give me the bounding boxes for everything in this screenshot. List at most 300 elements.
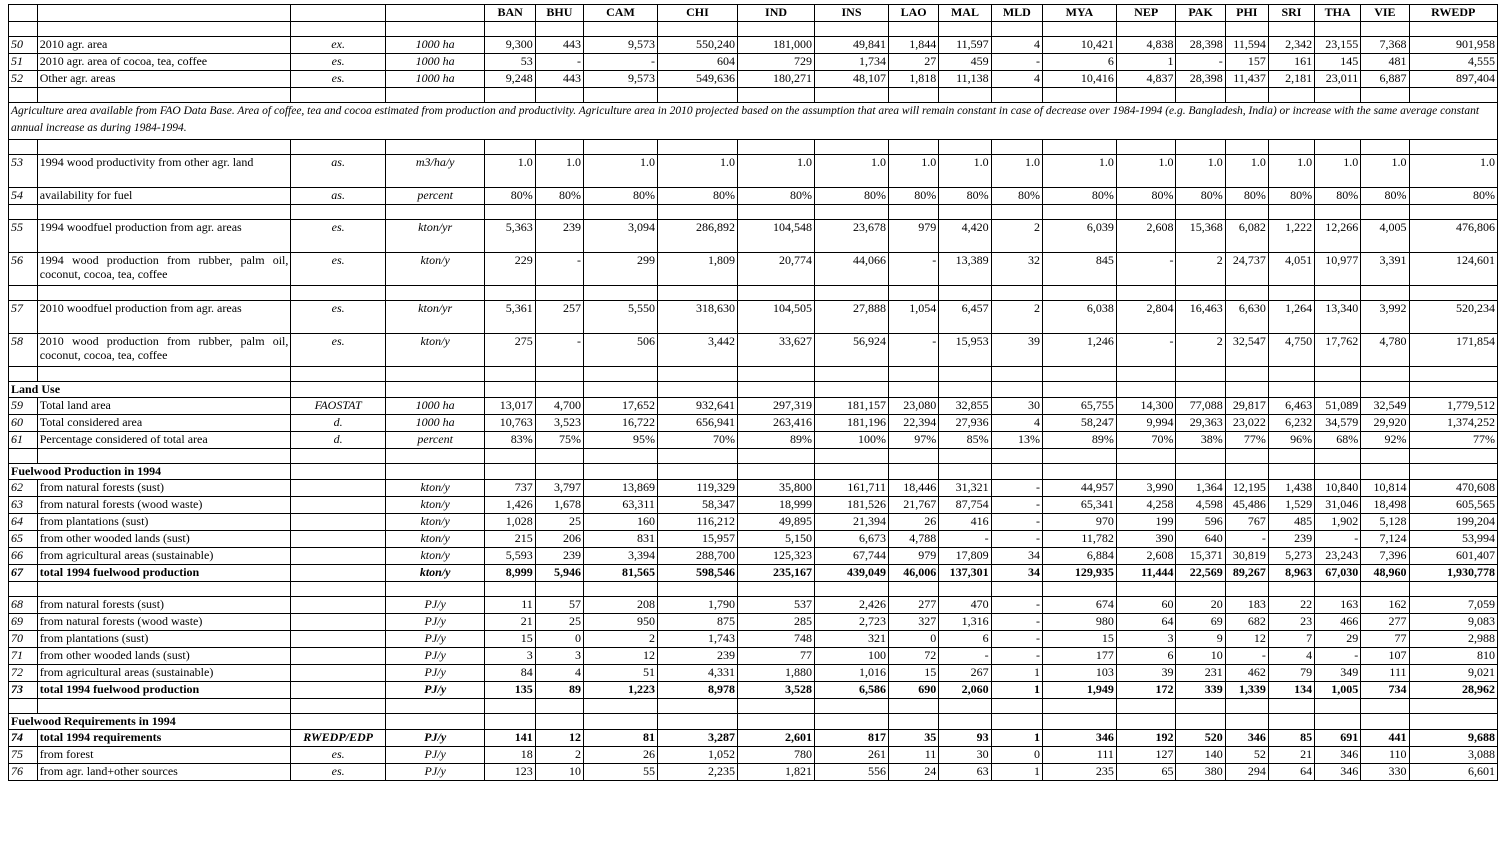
blank-row: [9, 286, 1498, 301]
value-cell: 18,999: [738, 497, 815, 514]
row-unit: PJ/y: [385, 764, 485, 781]
empty-cell: [1176, 714, 1225, 730]
value-cell: 4,555: [1409, 54, 1497, 71]
empty-cell: [1361, 88, 1409, 103]
value-cell: 34: [991, 565, 1042, 582]
empty-cell: [1268, 286, 1314, 301]
row-unit: 1000 ha: [385, 37, 485, 54]
value-cell: 172: [1116, 682, 1176, 699]
empty-cell: [385, 88, 485, 103]
empty-cell: [1042, 140, 1116, 155]
empty-cell: [485, 464, 535, 480]
value-cell: 1.0: [535, 155, 583, 188]
value-cell: 5,273: [1268, 548, 1314, 565]
header-empty-cell: [9, 5, 38, 22]
value-cell: -: [991, 514, 1042, 531]
value-cell: 140: [1176, 747, 1225, 764]
empty-cell: [815, 699, 889, 714]
column-header: CHI: [657, 5, 737, 22]
row-unit: PJ/y: [385, 648, 485, 665]
value-cell: 9,573: [584, 71, 658, 88]
value-cell: 239: [1268, 531, 1314, 548]
row-unit: 1000 ha: [385, 398, 485, 415]
row-label: from agricultural areas (sustainable): [37, 548, 291, 565]
value-cell: 75%: [535, 432, 583, 449]
value-cell: 116,212: [657, 514, 737, 531]
empty-cell: [1409, 382, 1497, 398]
empty-cell: [1315, 449, 1361, 464]
row-number: 60: [9, 415, 38, 432]
empty-cell: [939, 205, 991, 220]
value-cell: 12: [1225, 631, 1268, 648]
empty-cell: [1361, 22, 1409, 37]
value-cell: 32: [991, 253, 1042, 286]
value-cell: 49,895: [738, 514, 815, 531]
value-cell: 9,300: [485, 37, 535, 54]
value-cell: 4,838: [1116, 37, 1176, 54]
empty-cell: [815, 286, 889, 301]
empty-cell: [485, 367, 535, 382]
value-cell: 845: [1042, 253, 1116, 286]
value-cell: 28,398: [1176, 37, 1225, 54]
column-header: MAL: [939, 5, 991, 22]
row-unit: PJ/y: [385, 747, 485, 764]
value-cell: 9: [1176, 631, 1225, 648]
value-cell: 3,442: [657, 334, 737, 367]
value-cell: 34,579: [1315, 415, 1361, 432]
table-row: [9, 253, 1498, 286]
empty-cell: [1409, 714, 1497, 730]
empty-cell: [1116, 88, 1176, 103]
value-cell: 11,444: [1116, 565, 1176, 582]
empty-cell: [535, 205, 583, 220]
value-cell: 12: [584, 648, 658, 665]
value-cell: 550,240: [657, 37, 737, 54]
empty-cell: [738, 367, 815, 382]
empty-cell: [1176, 140, 1225, 155]
empty-cell: [991, 382, 1042, 398]
value-cell: 23,243: [1315, 548, 1361, 565]
empty-cell: [1409, 88, 1497, 103]
empty-cell: [1116, 699, 1176, 714]
table-row: [9, 682, 1498, 699]
row-source: [291, 531, 385, 548]
value-cell: 17,762: [1315, 334, 1361, 367]
row-number: 68: [9, 597, 38, 614]
value-cell: 2,804: [1116, 301, 1176, 334]
empty-cell: [1225, 205, 1268, 220]
blank-row: [9, 449, 1498, 464]
empty-cell: [738, 88, 815, 103]
value-cell: 1,821: [738, 764, 815, 781]
empty-cell: [1409, 367, 1497, 382]
value-cell: 80%: [1042, 188, 1116, 205]
value-cell: 80%: [1268, 188, 1314, 205]
table-row: [9, 648, 1498, 665]
value-cell: 748: [738, 631, 815, 648]
value-cell: 199: [1116, 514, 1176, 531]
value-cell: 6,038: [1042, 301, 1116, 334]
row-label: from natural forests (sust): [37, 597, 291, 614]
empty-cell: [485, 286, 535, 301]
value-cell: 1.0: [738, 155, 815, 188]
table-row: [9, 188, 1498, 205]
value-cell: 39: [1116, 665, 1176, 682]
value-cell: 598,546: [657, 565, 737, 582]
row-unit: kton/yr: [385, 301, 485, 334]
value-cell: 13,017: [485, 398, 535, 415]
value-cell: 690: [888, 682, 938, 699]
value-cell: 11: [485, 597, 535, 614]
value-cell: 81: [584, 730, 658, 747]
value-cell: 23,678: [815, 220, 889, 253]
empty-cell: [485, 88, 535, 103]
empty-cell: [738, 382, 815, 398]
value-cell: 64: [1268, 764, 1314, 781]
empty-cell: [1409, 464, 1497, 480]
empty-cell: [485, 714, 535, 730]
value-cell: 23: [1268, 614, 1314, 631]
empty-cell: [1176, 464, 1225, 480]
table-row: [9, 548, 1498, 565]
value-cell: 4,700: [535, 398, 583, 415]
row-source: d.: [291, 432, 385, 449]
value-cell: 215: [485, 531, 535, 548]
value-cell: 11,594: [1225, 37, 1268, 54]
value-cell: 9,083: [1409, 614, 1497, 631]
row-number: 66: [9, 548, 38, 565]
value-cell: 1,052: [657, 747, 737, 764]
value-cell: 294: [1225, 764, 1268, 781]
row-source: [291, 631, 385, 648]
row-number: 50: [9, 37, 38, 54]
empty-cell: [1116, 367, 1176, 382]
value-cell: 349: [1315, 665, 1361, 682]
empty-cell: [1361, 367, 1409, 382]
row-number: 51: [9, 54, 38, 71]
row-label: from agr. land+other sources: [37, 764, 291, 781]
value-cell: 80%: [738, 188, 815, 205]
value-cell: 485: [1268, 514, 1314, 531]
value-cell: 79: [1268, 665, 1314, 682]
empty-cell: [9, 367, 38, 382]
value-cell: 80%: [535, 188, 583, 205]
table-row: [9, 220, 1498, 253]
value-cell: 77%: [1409, 432, 1497, 449]
column-header: PHI: [1225, 5, 1268, 22]
table-row: [9, 614, 1498, 631]
row-number: 76: [9, 764, 38, 781]
empty-cell: [385, 382, 485, 398]
value-cell: -: [1225, 648, 1268, 665]
value-cell: 1,790: [657, 597, 737, 614]
column-header: INS: [815, 5, 889, 22]
value-cell: -: [1315, 648, 1361, 665]
row-source: [291, 597, 385, 614]
value-cell: 674: [1042, 597, 1116, 614]
empty-cell: [815, 88, 889, 103]
empty-cell: [1042, 464, 1116, 480]
empty-cell: [291, 582, 385, 597]
empty-cell: [485, 582, 535, 597]
value-cell: 29,363: [1176, 415, 1225, 432]
row-source: ex.: [291, 37, 385, 54]
blank-row: [9, 140, 1498, 155]
value-cell: 15,957: [657, 531, 737, 548]
row-number: 59: [9, 398, 38, 415]
table-row: [9, 415, 1498, 432]
table-row: [9, 71, 1498, 88]
empty-cell: [1409, 205, 1497, 220]
value-cell: 63,311: [584, 497, 658, 514]
row-source: as.: [291, 155, 385, 188]
value-cell: 69: [1176, 614, 1225, 631]
value-cell: 64: [1116, 614, 1176, 631]
value-cell: 1.0: [888, 155, 938, 188]
value-cell: 100%: [815, 432, 889, 449]
value-cell: 46,006: [888, 565, 938, 582]
empty-cell: [584, 464, 658, 480]
value-cell: 4,258: [1116, 497, 1176, 514]
value-cell: 97%: [888, 432, 938, 449]
empty-cell: [657, 382, 737, 398]
value-cell: 124,601: [1409, 253, 1497, 286]
empty-cell: [738, 140, 815, 155]
value-cell: 10,763: [485, 415, 535, 432]
value-cell: 932,641: [657, 398, 737, 415]
value-cell: -: [1116, 253, 1176, 286]
value-cell: 49,841: [815, 37, 889, 54]
empty-cell: [1315, 286, 1361, 301]
empty-cell: [1176, 88, 1225, 103]
row-number: 61: [9, 432, 38, 449]
row-unit: PJ/y: [385, 597, 485, 614]
header-row: [9, 5, 1498, 22]
value-cell: 24: [888, 764, 938, 781]
value-cell: 55: [584, 764, 658, 781]
value-cell: 13,869: [584, 480, 658, 497]
value-cell: 80%: [815, 188, 889, 205]
row-source: es.: [291, 220, 385, 253]
empty-cell: [888, 22, 938, 37]
row-unit: 1000 ha: [385, 415, 485, 432]
value-cell: 53,994: [1409, 531, 1497, 548]
value-cell: 1,028: [485, 514, 535, 531]
section-row: [9, 382, 1498, 398]
value-cell: 318,630: [657, 301, 737, 334]
row-source: FAOSTAT: [291, 398, 385, 415]
empty-cell: [535, 88, 583, 103]
empty-cell: [291, 286, 385, 301]
value-cell: 1.0: [1361, 155, 1409, 188]
empty-cell: [584, 140, 658, 155]
empty-cell: [1176, 382, 1225, 398]
value-cell: 18,446: [888, 480, 938, 497]
value-cell: 239: [657, 648, 737, 665]
empty-cell: [584, 286, 658, 301]
empty-cell: [888, 699, 938, 714]
value-cell: 239: [535, 220, 583, 253]
value-cell: 263,416: [738, 415, 815, 432]
value-cell: 11,437: [1225, 71, 1268, 88]
value-cell: -: [991, 597, 1042, 614]
value-cell: 4,837: [1116, 71, 1176, 88]
empty-cell: [291, 464, 385, 480]
value-cell: 39: [991, 334, 1042, 367]
empty-cell: [1409, 22, 1497, 37]
column-header: PAK: [1176, 5, 1225, 22]
value-cell: 13,340: [1315, 301, 1361, 334]
value-cell: 51: [584, 665, 658, 682]
value-cell: 6: [939, 631, 991, 648]
empty-cell: [1268, 367, 1314, 382]
value-cell: 327: [888, 614, 938, 631]
value-cell: 1,364: [1176, 480, 1225, 497]
empty-cell: [657, 714, 737, 730]
empty-cell: [939, 286, 991, 301]
empty-cell: [9, 205, 38, 220]
value-cell: 93: [939, 730, 991, 747]
value-cell: 8,999: [485, 565, 535, 582]
value-cell: 33,627: [738, 334, 815, 367]
empty-cell: [1042, 449, 1116, 464]
value-cell: 257: [535, 301, 583, 334]
empty-cell: [1225, 699, 1268, 714]
empty-cell: [991, 286, 1042, 301]
value-cell: 27,936: [939, 415, 991, 432]
empty-cell: [584, 699, 658, 714]
row-label: from agricultural areas (sustainable): [37, 665, 291, 682]
value-cell: 601,407: [1409, 548, 1497, 565]
blank-row: [9, 699, 1498, 714]
empty-cell: [485, 140, 535, 155]
value-cell: 3: [485, 648, 535, 665]
value-cell: 80%: [485, 188, 535, 205]
value-cell: 23,155: [1315, 37, 1361, 54]
value-cell: 2,181: [1268, 71, 1314, 88]
value-cell: 24,737: [1225, 253, 1268, 286]
empty-cell: [535, 464, 583, 480]
row-number: 73: [9, 682, 38, 699]
empty-cell: [939, 449, 991, 464]
empty-cell: [37, 367, 291, 382]
row-label: Total considered area: [37, 415, 291, 432]
row-label: from plantations (sust): [37, 514, 291, 531]
empty-cell: [1042, 88, 1116, 103]
value-cell: 208: [584, 597, 658, 614]
value-cell: 80%: [1409, 188, 1497, 205]
value-cell: 22,569: [1176, 565, 1225, 582]
row-unit: 1000 ha: [385, 71, 485, 88]
value-cell: 346: [1042, 730, 1116, 747]
value-cell: 53: [485, 54, 535, 71]
value-cell: 89,267: [1225, 565, 1268, 582]
row-number: 65: [9, 531, 38, 548]
value-cell: 181,526: [815, 497, 889, 514]
value-cell: 4: [991, 37, 1042, 54]
empty-cell: [9, 22, 38, 37]
value-cell: 9,021: [1409, 665, 1497, 682]
empty-cell: [385, 699, 485, 714]
value-cell: 17,652: [584, 398, 658, 415]
value-cell: 767: [1225, 514, 1268, 531]
value-cell: 28,398: [1176, 71, 1225, 88]
value-cell: 80%: [1225, 188, 1268, 205]
value-cell: 21: [485, 614, 535, 631]
header-empty-cell: [385, 5, 485, 22]
column-header: IND: [738, 5, 815, 22]
row-label: total 1994 fuelwood production: [37, 565, 291, 582]
empty-cell: [1315, 140, 1361, 155]
value-cell: 1,734: [815, 54, 889, 71]
value-cell: 30: [991, 398, 1042, 415]
row-source: [291, 480, 385, 497]
value-cell: 691: [1315, 730, 1361, 747]
value-cell: 7,059: [1409, 597, 1497, 614]
value-cell: 104,548: [738, 220, 815, 253]
value-cell: 161: [1268, 54, 1314, 71]
value-cell: 4,005: [1361, 220, 1409, 253]
table-row: [9, 398, 1498, 415]
empty-cell: [1042, 367, 1116, 382]
value-cell: 68%: [1315, 432, 1361, 449]
row-number: 55: [9, 220, 38, 253]
column-header: CAM: [584, 5, 658, 22]
table-row: [9, 514, 1498, 531]
row-source: [291, 548, 385, 565]
empty-cell: [1116, 382, 1176, 398]
value-cell: 26: [584, 747, 658, 764]
empty-cell: [657, 286, 737, 301]
empty-cell: [584, 88, 658, 103]
value-cell: 21,767: [888, 497, 938, 514]
value-cell: 67,744: [815, 548, 889, 565]
empty-cell: [37, 286, 291, 301]
empty-cell: [738, 286, 815, 301]
value-cell: 239: [535, 548, 583, 565]
empty-cell: [815, 22, 889, 37]
empty-cell: [1225, 464, 1268, 480]
value-cell: 6,232: [1268, 415, 1314, 432]
empty-cell: [738, 714, 815, 730]
value-cell: 60: [1116, 597, 1176, 614]
row-source: es.: [291, 764, 385, 781]
empty-cell: [991, 714, 1042, 730]
empty-cell: [1315, 367, 1361, 382]
value-cell: 7,396: [1361, 548, 1409, 565]
value-cell: 32,855: [939, 398, 991, 415]
value-cell: 103: [1042, 665, 1116, 682]
value-cell: 8,963: [1268, 565, 1314, 582]
value-cell: 95%: [584, 432, 658, 449]
empty-cell: [1315, 582, 1361, 597]
value-cell: 25: [535, 514, 583, 531]
column-header: BAN: [485, 5, 535, 22]
value-cell: 1.0: [1315, 155, 1361, 188]
value-cell: 1,809: [657, 253, 737, 286]
value-cell: -: [939, 531, 991, 548]
value-cell: 1.0: [485, 155, 535, 188]
empty-cell: [888, 140, 938, 155]
value-cell: -: [1225, 531, 1268, 548]
value-cell: 3,797: [535, 480, 583, 497]
empty-cell: [37, 140, 291, 155]
value-cell: 199,204: [1409, 514, 1497, 531]
value-cell: 206: [535, 531, 583, 548]
empty-cell: [291, 22, 385, 37]
row-unit: PJ/y: [385, 614, 485, 631]
empty-cell: [657, 699, 737, 714]
